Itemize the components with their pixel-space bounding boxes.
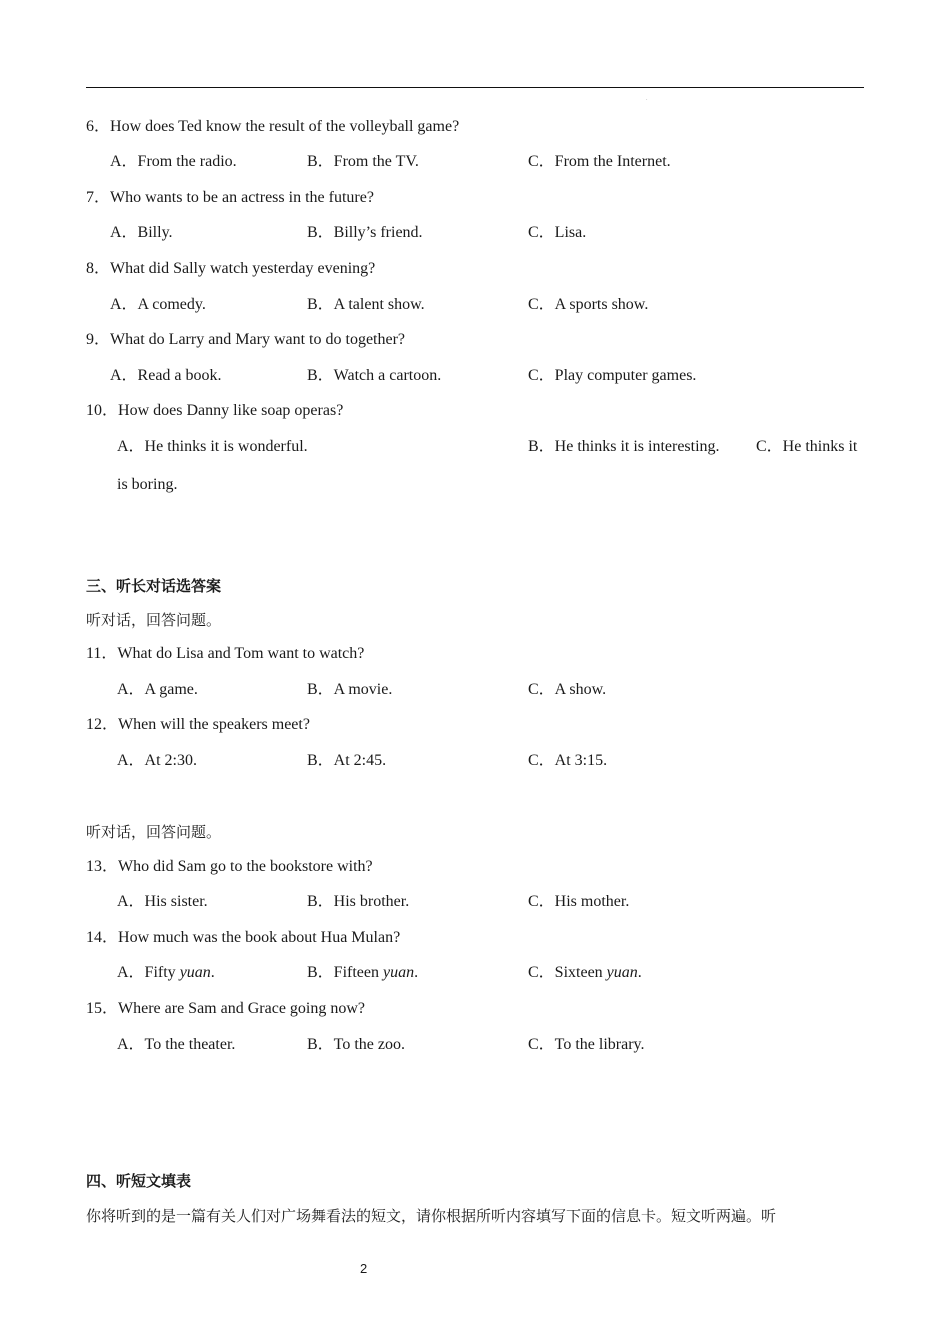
question-number: 12． [86, 716, 119, 733]
question-number: 8． [86, 260, 111, 277]
question-text: How much was the book about Hua Mulan? [118, 929, 401, 946]
option-c: C．A show. [528, 681, 607, 698]
question-text: How does Ted know the result of the volleyball game? [110, 118, 460, 135]
question-number: 10． [86, 402, 119, 419]
question-number: 7． [86, 189, 111, 206]
question-text: Who wants to be an actress in the future? [110, 189, 374, 206]
option-c: C．From the Internet. [528, 153, 671, 170]
option-a: A．A game. [117, 681, 198, 698]
question-14 [86, 928, 400, 948]
question-number: 6． [86, 118, 111, 135]
question-12 [86, 715, 310, 735]
option-c-continuation: is boring. [117, 476, 178, 493]
option-c: C．To the library. [528, 1036, 645, 1053]
option-a: A．From the radio. [110, 153, 237, 170]
option-c: C．At 3:15. [528, 752, 608, 769]
question-text: How does Danny like soap operas? [118, 402, 344, 419]
question-9 [86, 330, 405, 350]
option-c: C．A sports show. [528, 296, 649, 313]
question-text: What do Larry and Mary want to do together? [110, 331, 406, 348]
question-number: 15． [86, 1000, 119, 1017]
option-b: B．His brother. [307, 893, 410, 910]
period: . [414, 964, 419, 981]
question-6 [86, 117, 459, 137]
question-text: Who did Sam go to the bookstore with? [118, 858, 373, 875]
period: . [637, 964, 642, 981]
page-number: 2 [360, 1261, 368, 1276]
section-3-instruction: 听对话，回答问题。 [86, 611, 222, 629]
question-text: Where are Sam and Grace going now? [118, 1000, 366, 1017]
question-text: When will the speakers meet? [118, 716, 310, 733]
option-b [307, 963, 418, 983]
question-number: 9． [86, 331, 111, 348]
header-dot: . [646, 96, 648, 102]
currency-unit: yuan [179, 964, 211, 981]
option-a: A．Read a book. [110, 367, 222, 384]
question-7 [86, 188, 374, 208]
option-c: C．He thinks it [756, 438, 858, 455]
section-4-text: 你将听到的是一篇有关人们对广场舞看法的短文，请你根据所听内容填写下面的信息卡。短文听两遍。听 [86, 1207, 777, 1225]
section-4-heading: 四、听短文填表 [86, 1172, 192, 1190]
option-c: C．His mother. [528, 893, 630, 910]
option-b: B．At 2:45. [307, 752, 387, 769]
option-a: A．A comedy. [110, 296, 206, 313]
option-a [117, 963, 215, 983]
option-b: B．A movie. [307, 681, 393, 698]
option-c [528, 963, 642, 983]
option-b: B．From the TV. [307, 153, 419, 170]
question-text: What do Lisa and Tom want to watch? [117, 645, 365, 662]
option-text: C．Sixteen [528, 964, 607, 981]
question-8 [86, 259, 375, 279]
question-15 [86, 999, 365, 1019]
option-a: A．He thinks it is wonderful. [117, 438, 308, 455]
option-c: C．Lisa. [528, 224, 587, 241]
option-b: B．Billy’s friend. [307, 224, 423, 241]
period: . [210, 964, 215, 981]
option-b: B．To the zoo. [307, 1036, 405, 1053]
option-b: B．A talent show. [307, 296, 425, 313]
question-number: 13． [86, 858, 119, 875]
question-10 [86, 401, 343, 421]
section-3-heading: 三、听长对话选答案 [86, 577, 222, 595]
section-3-instruction-2: 听对话，回答问题。 [86, 823, 222, 841]
question-text: What did Sally watch yesterday evening? [110, 260, 376, 277]
option-a: A．To the theater. [117, 1036, 236, 1053]
question-11 [86, 644, 364, 664]
option-a: A．His sister. [117, 893, 208, 910]
header-rule [86, 87, 864, 88]
option-c: C．Play computer games. [528, 367, 697, 384]
option-a: A．Billy. [110, 224, 173, 241]
option-a: A．At 2:30. [117, 752, 198, 769]
option-text: A．Fifty [117, 964, 180, 981]
option-b: B．He thinks it is interesting. [528, 438, 720, 455]
option-text: B．Fifteen [307, 964, 383, 981]
option-b: B．Watch a cartoon. [307, 367, 442, 384]
currency-unit: yuan [383, 964, 415, 981]
currency-unit: yuan [606, 964, 638, 981]
question-number: 11． [86, 645, 118, 662]
question-number: 14． [86, 929, 119, 946]
question-13 [86, 857, 373, 877]
